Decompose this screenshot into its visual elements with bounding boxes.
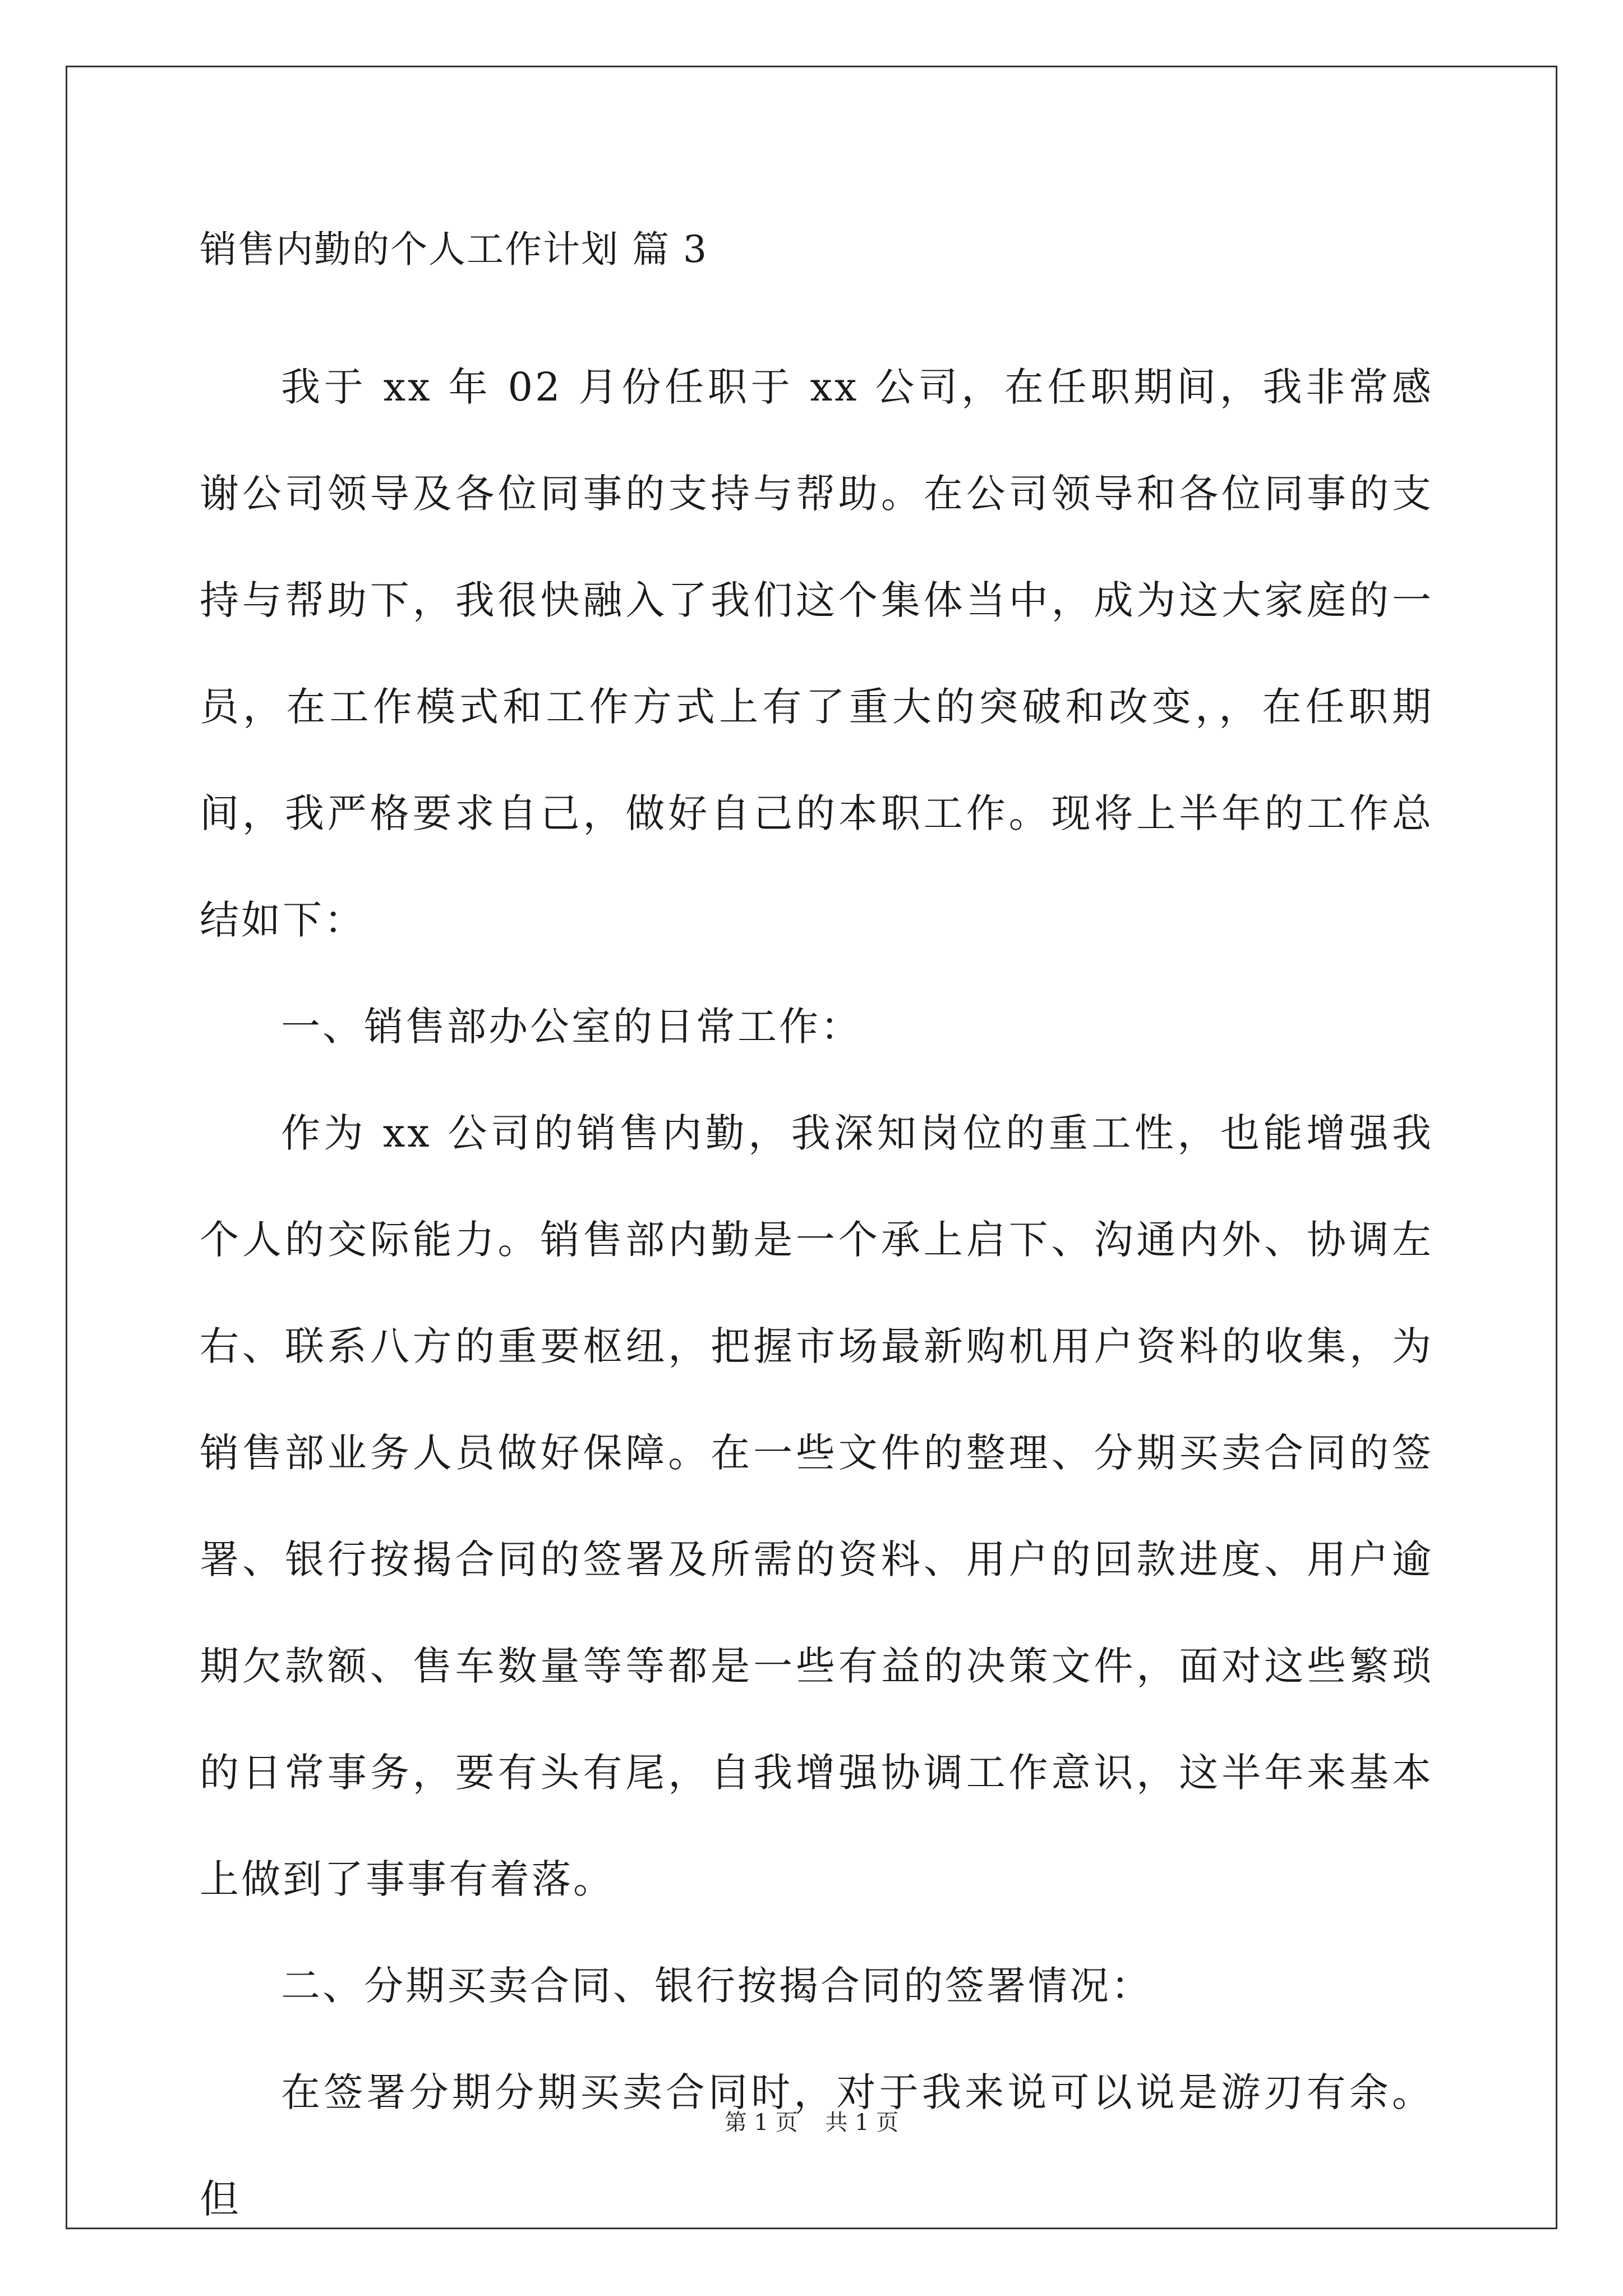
section-heading-2: 二、分期买卖合同、银行按揭合同的签署情况： [281, 1963, 1152, 2009]
document-title: 销售内勤的个人工作计划 篇 3 [200, 228, 708, 271]
paragraph-intro: 我于 xx 年 02 月份任职于 xx 公司，在任职期间，我非常感谢公司领导及各位同事的支持与帮助。在公司领导和各位同事的支持与帮助下，我很快融入了我们这个集体当中，成为这大家庭的一员，在工作模式和工作方式上有了重大的突破和改变，，在任职期间，我严格要求自己，做好自己的本职工作。现将上半年的工作总结如下： [200, 364, 1433, 943]
section-heading-1: 一、销售部办公室的日常工作： [281, 1004, 862, 1050]
page-number: 第 1 页 [724, 2110, 798, 2136]
paragraph-section-1: 作为 xx 公司的销售内勤，我深知岗位的重工性，也能增强我个人的交际能力。销售部内勤是一个承上启下、沟通内外、协调左右、联系八方的重要枢纽，把握市场最新购机用户资料的收集，为销售部业务人员做好保障。在一些文件的整理、分期买卖合同的签署、银行按揭合同的签署及所需的资料、用户的回款进度、用户逾期欠款额、售车数量等等都是一些有益的决策文件，面对这些繁琐的日常事务，要有头有尾，自我增强协调工作意识，这半年来基本上做到了事事有着落。 [200, 1110, 1433, 1902]
paragraph-section-2: 在签署分期分期买卖合同时，对于我来说可以说是游刃有余。但 [200, 2069, 1433, 2222]
page-footer [0, 2107, 1623, 2138]
document-body [200, 222, 1433, 2252]
page-total: 共 1 页 [825, 2110, 899, 2136]
